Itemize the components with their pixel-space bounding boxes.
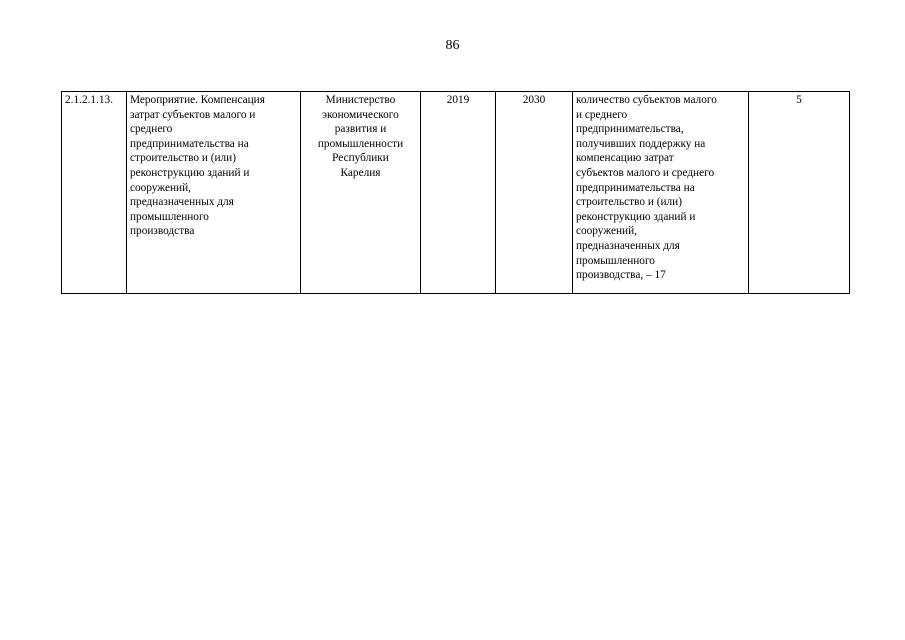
activity-number-cell: 2.1.2.1.13.	[62, 92, 127, 294]
indicator-line: реконструкцию зданий и	[576, 210, 696, 223]
organization-line: промышленности	[317, 137, 404, 150]
indicator-value-cell: 5	[749, 92, 850, 294]
indicator-line: промышленного	[576, 254, 655, 267]
activity-title-cell	[127, 92, 301, 294]
activity-title-line: затрат субъектов малого и	[130, 108, 256, 121]
indicator-line: предпринимательства,	[576, 123, 684, 136]
organization-line: Министерство	[325, 94, 396, 106]
organization-line: развития и	[334, 123, 387, 136]
indicator-line: компенсацию затрат	[576, 152, 674, 165]
indicator-line: и среднего	[576, 108, 628, 121]
start-year-cell: 2019	[421, 92, 496, 294]
indicator-line: субъектов малого и среднего	[576, 166, 715, 179]
page-number: 86	[445, 38, 460, 53]
activity-title-line: сооружений,	[130, 181, 191, 194]
activity-title-line: Мероприятие. Компенсация	[130, 94, 265, 106]
indicator-line: производства, – 17	[576, 269, 666, 282]
responsible-organization-cell	[301, 92, 421, 294]
organization-line: Республики	[332, 152, 389, 165]
activity-title-line: предназначенных для	[130, 196, 234, 209]
activity-title-line: строительство и (или)	[130, 152, 236, 165]
end-year-cell: 2030	[496, 92, 573, 294]
organization-line: экономического	[322, 108, 399, 121]
indicator-line: сооружений,	[576, 225, 637, 238]
activity-table	[61, 91, 850, 294]
indicator-line: количество субъектов малого	[576, 94, 717, 106]
activity-title-line: производства	[130, 225, 195, 238]
table-row	[62, 92, 850, 294]
indicator-line: строительство и (или)	[576, 196, 682, 209]
organization-line: Карелия	[340, 166, 381, 179]
activity-title-line: реконструкцию зданий и	[130, 166, 250, 179]
activity-title-line: промышленного	[130, 210, 209, 223]
indicator-line: предназначенных для	[576, 239, 680, 252]
activity-title-line: среднего	[130, 123, 173, 136]
indicator-line: получивших поддержку на	[576, 137, 706, 150]
indicator-line: предпринимательства на	[576, 181, 695, 194]
indicator-cell	[573, 92, 749, 294]
activity-title-line: предпринимательства на	[130, 137, 249, 150]
